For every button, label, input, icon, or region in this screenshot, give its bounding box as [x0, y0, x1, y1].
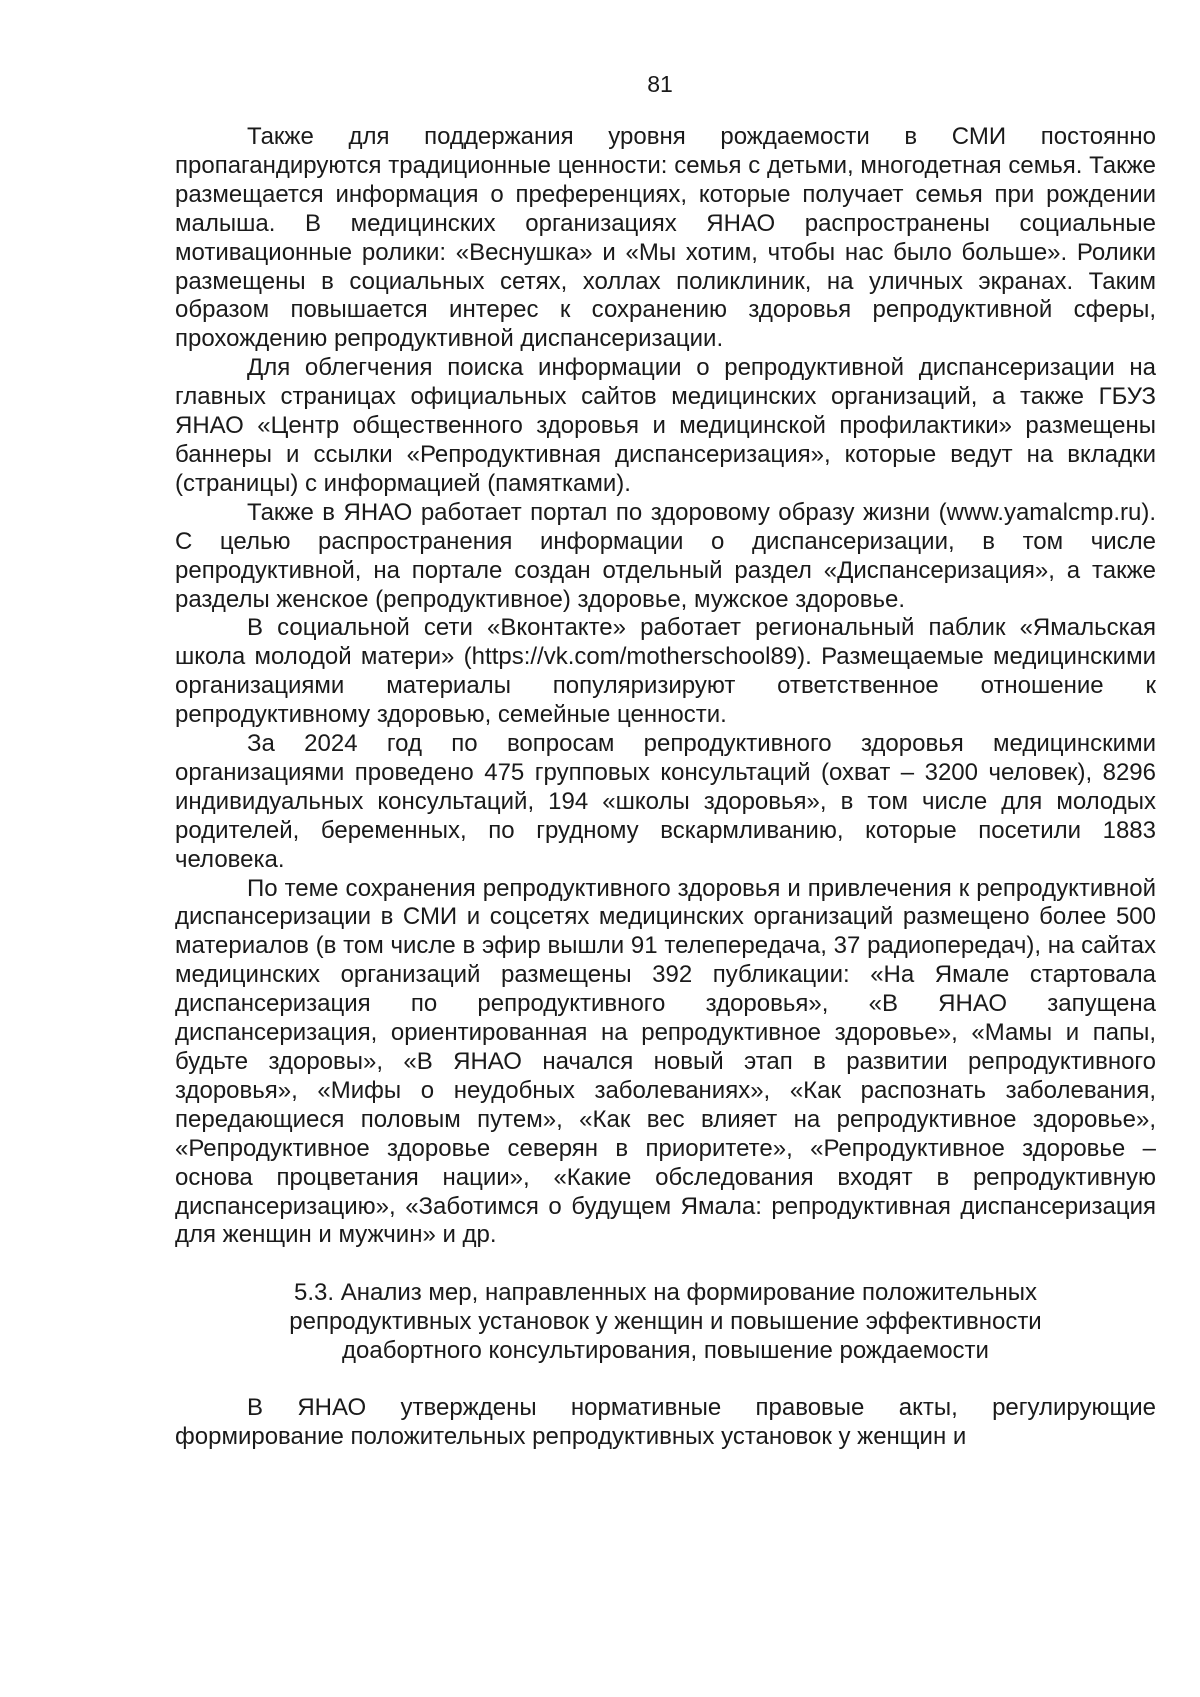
paragraph-vkontakte-public: В социальной сети «Вконтакте» работает региональный паблик «Ямальская школа молодой матери» (https://vk.com/motherschool89). Размещаемые медицинскими организациями материалы популяризируют ответственное отношение к репродуктивному здоровью, семейные ценности.: [175, 614, 1156, 729]
page-number: 81: [647, 71, 673, 97]
section-heading-line: репродуктивных установок у женщин и повышение эффективности: [289, 1308, 1042, 1336]
section-heading-line: 5.3. Анализ мер, направленных на формирование положительных: [294, 1279, 1037, 1307]
paragraph-media-publications: По теме сохранения репродуктивного здоровья и привлечения к репродуктивной диспансеризации в СМИ и соцсетях медицинских организаций размещено более 500 материалов (в том числе в эфир вышли 91 телепередача, 37 радиопередач), на сайтах медицинских организаций размещены 392 публикации: «На Ямале стартовала диспансеризация по репродуктивного здоровья», «В ЯНАО запущена диспансеризация, ориентированная на репродуктивное здоровье», «Мамы и папы, будьте здоровы», «В ЯНАО начался новый этап в развитии репродуктивного здоровья», «Мифы о неудобных заболеваниях», «Как распознать заболевания, передающиеся половым путем», «Как вес влияет на репродуктивное здоровье», «Репродуктивное здоровье северян в приоритете», «Репродуктивное здоровье – основа процветания нации», «Какие обследования входят в репродуктивную диспансеризацию», «Заботимся о будущем Ямала: репродуктивная диспансеризация для женщин и мужчин» и др.: [175, 874, 1156, 1249]
section-heading: [175, 1278, 1156, 1365]
section-heading-line: доабортного консультирования, повышение рождаемости: [342, 1337, 989, 1365]
document-body: [175, 123, 1156, 1452]
paragraph-healthy-lifestyle-portal: Также в ЯНАО работает портал по здоровому образу жизни (www.yamalcmp.ru). С целью распространения информации о диспансеризации, в том числе репродуктивной, на портале создан отдельный раздел «Диспансеризация», а также разделы женское (репродуктивное) здоровье, мужское здоровье.: [175, 498, 1156, 613]
paragraph-website-banners: Для облегчения поиска информации о репродуктивной диспансеризации на главных страницах официальных сайтов медицинских организаций, а также ГБУЗ ЯНАО «Центр общественного здоровья и медицинской профилактики» размещены баннеры и ссылки «Репродуктивная диспансеризация», которые ведут на вкладки (страницы) с информацией (памятками).: [175, 354, 1156, 497]
paragraph-media-values: Также для поддержания уровня рождаемости в СМИ постоянно пропагандируются традиционные ценности: семья с детьми, многодетная семья. Также размещается информация о преференциях, которые получает семья при рождении малыша. В медицинских организациях ЯНАО распространены социальные мотивационные ролики: «Веснушка» и «Мы хотим, чтобы нас было больше». Ролики размещены в социальных сетях, холлах поликлиник, на уличных экранах. Таким образом повышается интерес к сохранению здоровья репродуктивной сферы, прохождению репродуктивной диспансеризации.: [175, 123, 1156, 353]
paragraph-consultations-2024: За 2024 год по вопросам репродуктивного здоровья медицинскими организациями проведено 475 групповых консультаций (охват – 3200 человек), 8296 индивидуальных консультаций, 194 «школы здоровья», в том числе для молодых родителей, беременных, по грудному вскармливанию, которые посетили 1883 человека.: [175, 730, 1156, 873]
paragraph-regulatory-acts: В ЯНАО утверждены нормативные правовые акты, регулирующие формирование положительных репродуктивных установок у женщин и: [175, 1394, 1156, 1451]
